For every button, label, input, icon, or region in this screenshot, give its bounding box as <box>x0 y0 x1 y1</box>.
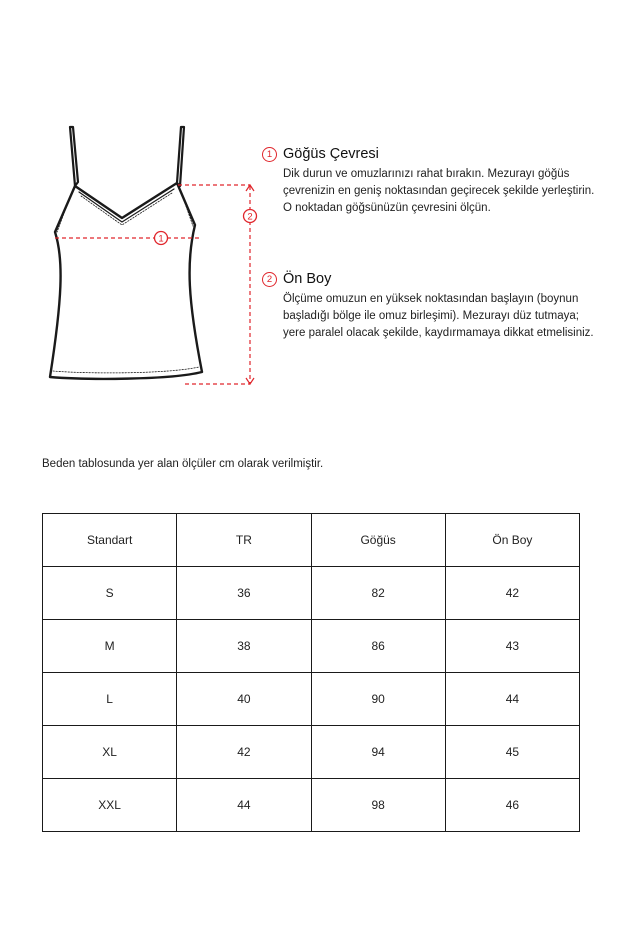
tr-cell: 40 <box>177 673 311 726</box>
table-row <box>43 620 580 673</box>
tr-cell: 42 <box>177 726 311 779</box>
size-cell: XL <box>43 726 177 779</box>
chest-measurement-note <box>262 144 602 217</box>
size-cell: XXL <box>43 779 177 832</box>
length-note-header <box>262 269 602 289</box>
size-cell: L <box>43 673 177 726</box>
tr-cell: 36 <box>177 567 311 620</box>
length-cell: 44 <box>445 673 579 726</box>
tr-cell: 38 <box>177 620 311 673</box>
chest-cell: 86 <box>311 620 445 673</box>
length-cell: 46 <box>445 779 579 832</box>
right-strap <box>177 127 184 186</box>
length-cell: 42 <box>445 567 579 620</box>
unit-note: Beden tablosunda yer alan ölçüler cm olarak verilmiştir. <box>42 458 324 470</box>
size-table <box>42 513 580 832</box>
header-on-boy: Ön Boy <box>445 514 579 567</box>
table-row <box>43 673 580 726</box>
chest-cell: 94 <box>311 726 445 779</box>
tr-cell: 44 <box>177 779 311 832</box>
chest-cell: 82 <box>311 567 445 620</box>
chest-note-title: Göğüs Çevresi <box>283 146 379 162</box>
table-row <box>43 726 580 779</box>
chest-note-header <box>262 144 602 164</box>
header-standart: Standart <box>43 514 177 567</box>
camisole-outline <box>50 127 202 379</box>
length-cell: 43 <box>445 620 579 673</box>
header-gogus: Göğüs <box>311 514 445 567</box>
chest-marker-label: 1 <box>158 233 164 245</box>
camisole-body <box>50 183 202 379</box>
length-note-title: Ön Boy <box>283 271 332 287</box>
chest-cell: 90 <box>311 673 445 726</box>
length-note-number: 2 <box>262 272 277 287</box>
size-cell: M <box>43 620 177 673</box>
chest-note-text: Dik durun ve omuzlarınızı rahat bırakın. Mezurayı göğüs çevrenizin en geniş noktasından geçirecek şekilde yerleştirin. O noktadan göğsünüzün çevresini ölçün. <box>283 168 595 214</box>
chest-cell: 98 <box>311 779 445 832</box>
table-row <box>43 779 580 832</box>
length-marker-label: 2 <box>247 211 253 223</box>
table-row <box>43 567 580 620</box>
length-note-text: Ölçüme omuzun en yüksek noktasından başlayın (boynun başladığı bölge ile omuz birleşimi). Mezurayı düz tutmaya; yere paralel olacak şekilde, kaydırmamaya dikkat etmelisiniz. <box>283 293 594 339</box>
table-header-row <box>43 514 580 567</box>
header-tr: TR <box>177 514 311 567</box>
length-measurement-note <box>262 269 602 342</box>
length-cell: 45 <box>445 726 579 779</box>
size-cell: S <box>43 567 177 620</box>
left-strap <box>70 127 78 186</box>
chest-note-number: 1 <box>262 147 277 162</box>
